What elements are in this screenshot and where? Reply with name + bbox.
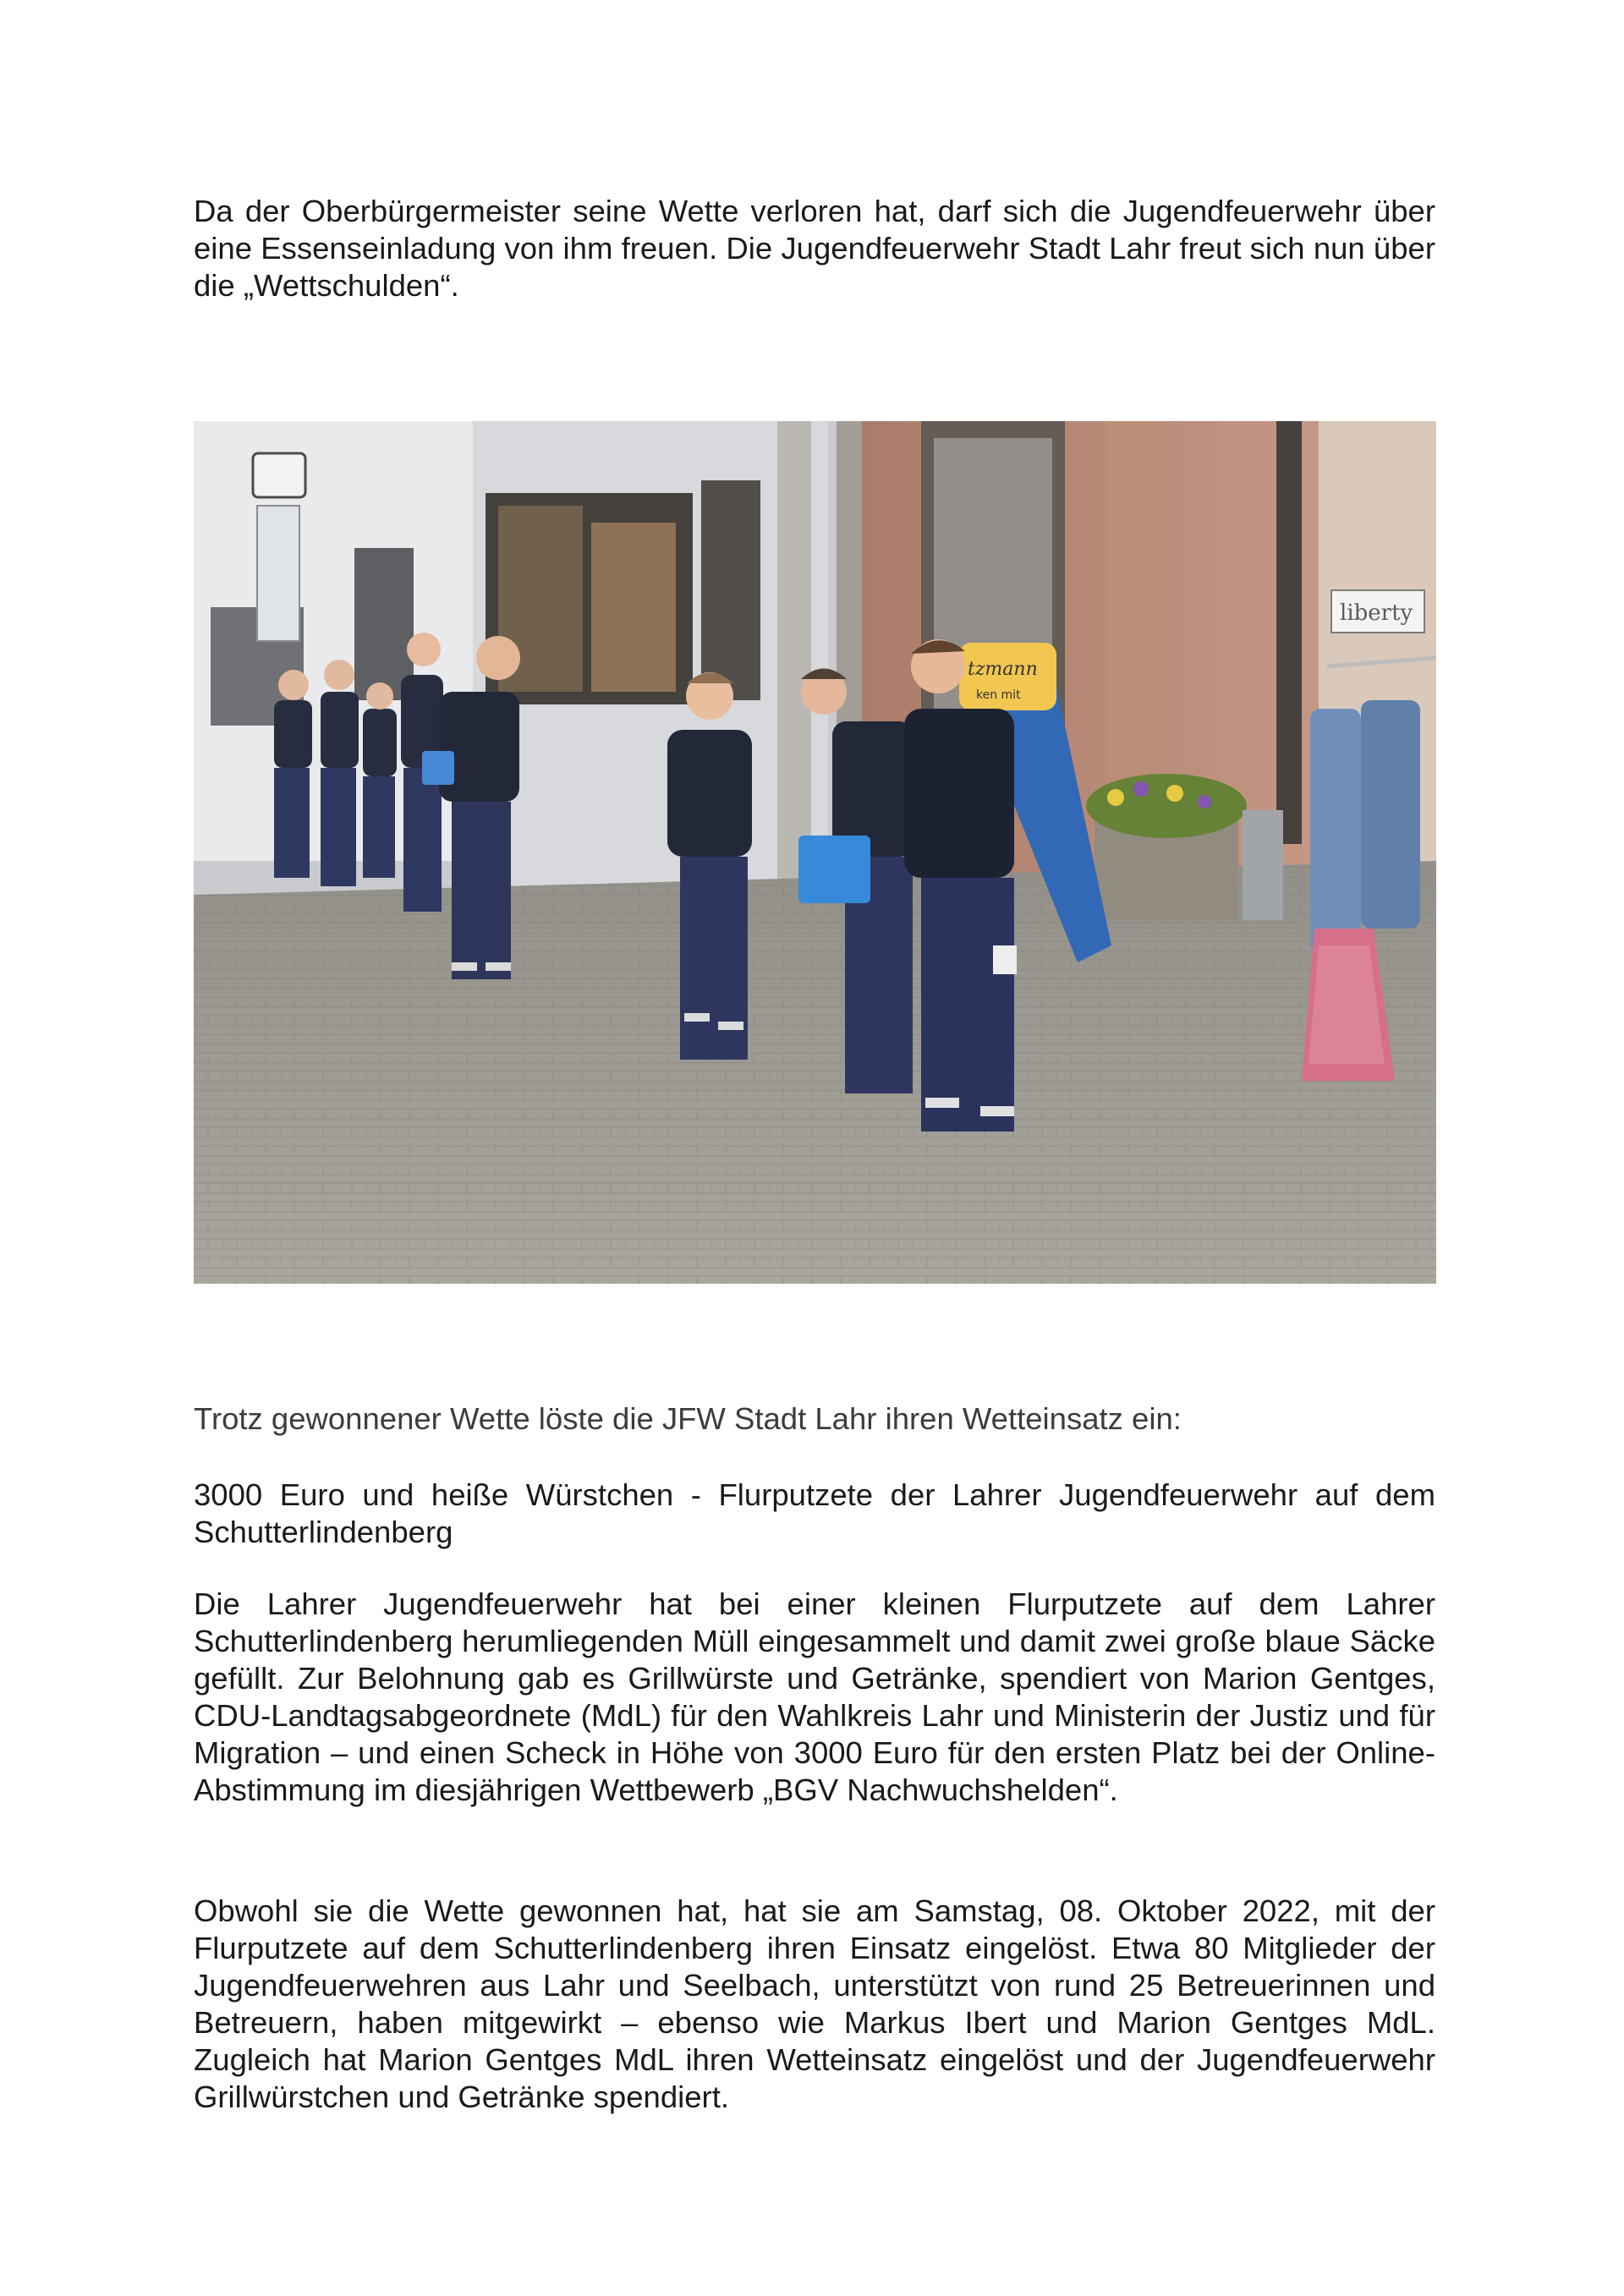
photo-youth-fire-brigade-street <box>194 421 1436 1284</box>
trotz-paragraph: Trotz gewonnener Wette löste die JFW Stadt Lahr ihren Wetteinsatz ein: <box>194 1401 1182 1436</box>
headline-paragraph: 3000 Euro und heiße Würstchen - Flurputzete der Lahrer Jugendfeuerwehr auf dem Schutterlindenberg <box>194 1477 1435 1549</box>
body-paragraph-1: Die Lahrer Jugendfeuerwehr hat bei einer kleinen Flurputzete auf dem Lahrer Schutterlindenberg herumliegenden Müll eingesammelt und damit zwei große blaue Säcke gefüllt. Zur Belohnung gab es Grillwürste und Getränke, spendiert von Marion Gentges, CDU-Landtagsabgeordnete (MdL) für den Wahlkreis Lahr und Ministerin der Justiz und für Migration – und einen Scheck in Höhe von 3000 Euro für den ersten Platz bei der Online-Abstimmung im diesjährigen Wettbewerb „BGV Nachwuchshelden“. <box>194 1586 1435 1807</box>
intro-paragraph: Da der Oberbürgermeister seine Wette verloren hat, darf sich die Jugendfeuerwehr über eine Essenseinladung von ihm freuen. Die Jugendfeuerwehr Stadt Lahr freut sich nun über die „Wettschulden“. <box>194 194 1435 303</box>
shop-sign-label: liberty <box>1340 600 1413 626</box>
body-paragraph-2: Obwohl sie die Wette gewonnen hat, hat sie am Samstag, 08. Oktober 2022, mit der Flurputzete auf dem Schutterlindenberg ihren Einsatz eingelöst. Etwa 80 Mitglieder der Jugendfeuerwehren aus Lahr und Seelbach, unterstützt von rund 25 Betreuerinnen und Betreuern, haben mitgewirkt – ebenso wie Markus Ibert und Marion Gentges MdL. Zugleich hat Marion Gentges MdL ihren Wetteinsatz eingelöst und der Jugendfeuerwehr Grillwürstchen und Getränke spendiert. <box>194 1893 1435 2114</box>
board-sublabel: ken mit <box>976 688 1021 702</box>
board-label: tzmann <box>968 659 1038 680</box>
